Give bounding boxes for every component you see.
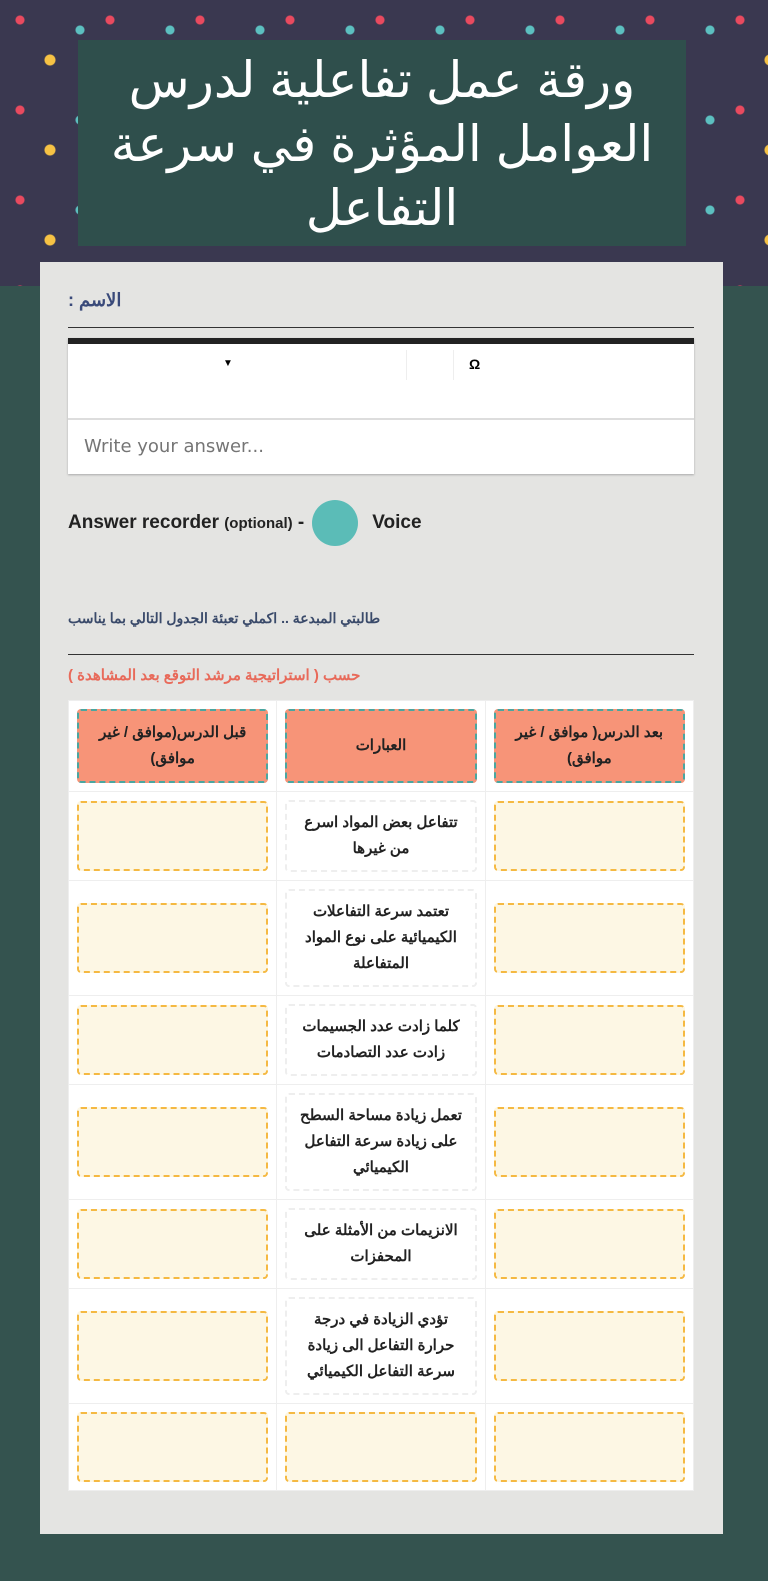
header-after: بعد الدرس( موافق / غير موافق) bbox=[494, 709, 685, 783]
strategy-text: حسب ( استراتيجية مرشد التوقع بعد المشاهدة ) bbox=[68, 667, 361, 684]
header-before: قبل الدرس(موافق / غير موافق) bbox=[77, 709, 268, 783]
before-drop-zone[interactable] bbox=[77, 1311, 268, 1381]
kwl-table bbox=[68, 700, 694, 1491]
editor-toolbar bbox=[68, 344, 694, 420]
instruction-text: طالبتي المبدعة .. اكملي تعبئة الجدول التالي بما يناسب bbox=[68, 610, 381, 626]
statement-card: تؤدي الزيادة في درجة حرارة التفاعل الى زيادة سرعة التفاعل الكيميائي bbox=[285, 1297, 476, 1395]
table-row bbox=[69, 1404, 694, 1491]
record-voice-button[interactable] bbox=[312, 500, 358, 546]
divider bbox=[68, 327, 694, 328]
answer-editor bbox=[68, 338, 694, 474]
recorder-optional: (optional) bbox=[224, 514, 293, 532]
statement-card: كلما زادت عدد الجسيمات زادت عدد التصادمات bbox=[285, 1004, 476, 1076]
after-drop-zone[interactable] bbox=[494, 1005, 685, 1075]
after-drop-zone[interactable] bbox=[494, 903, 685, 973]
table-header-row bbox=[69, 701, 694, 792]
after-drop-zone[interactable] bbox=[494, 1209, 685, 1279]
statement-card: تتفاعل بعض المواد اسرع من غيرها bbox=[285, 800, 476, 872]
table-row bbox=[69, 1289, 694, 1404]
table-row bbox=[69, 792, 694, 881]
answer-input[interactable] bbox=[68, 420, 694, 473]
recorder-label: Answer recorder bbox=[68, 512, 220, 533]
before-drop-zone[interactable] bbox=[77, 801, 268, 871]
special-character-button[interactable]: Ω bbox=[469, 356, 481, 372]
page-title: ورقة عمل تفاعلية لدرس العوامل المؤثرة في سرعة التفاعل bbox=[78, 40, 686, 246]
before-drop-zone[interactable] bbox=[77, 1005, 268, 1075]
recorder-dash: - bbox=[297, 512, 305, 533]
table-row bbox=[69, 1085, 694, 1200]
table-row bbox=[69, 881, 694, 996]
table-row bbox=[69, 996, 694, 1085]
answer-recorder bbox=[68, 500, 422, 546]
after-drop-zone[interactable] bbox=[494, 1107, 685, 1177]
name-label: الاسم : bbox=[68, 290, 122, 310]
statement-card[interactable] bbox=[285, 1412, 476, 1482]
divider bbox=[68, 654, 694, 655]
statement-card: الانزيمات من الأمثلة على المحفزات bbox=[285, 1208, 476, 1280]
header-statements: العبارات bbox=[285, 709, 476, 783]
toolbar-separator bbox=[406, 350, 407, 380]
format-dropdown-caret-icon[interactable]: ▼ bbox=[223, 358, 233, 369]
voice-label: Voice bbox=[372, 512, 422, 533]
before-drop-zone[interactable] bbox=[77, 1412, 268, 1482]
before-drop-zone[interactable] bbox=[77, 1107, 268, 1177]
table-row bbox=[69, 1200, 694, 1289]
statement-card: تعمل زيادة مساحة السطح على زيادة سرعة التفاعل الكيميائي bbox=[285, 1093, 476, 1191]
before-drop-zone[interactable] bbox=[77, 903, 268, 973]
toolbar-separator bbox=[453, 350, 454, 380]
after-drop-zone[interactable] bbox=[494, 1412, 685, 1482]
before-drop-zone[interactable] bbox=[77, 1209, 268, 1279]
statement-card: تعتمد سرعة التفاعلات الكيميائية على نوع المواد المتفاعلة bbox=[285, 889, 476, 987]
after-drop-zone[interactable] bbox=[494, 801, 685, 871]
after-drop-zone[interactable] bbox=[494, 1311, 685, 1381]
